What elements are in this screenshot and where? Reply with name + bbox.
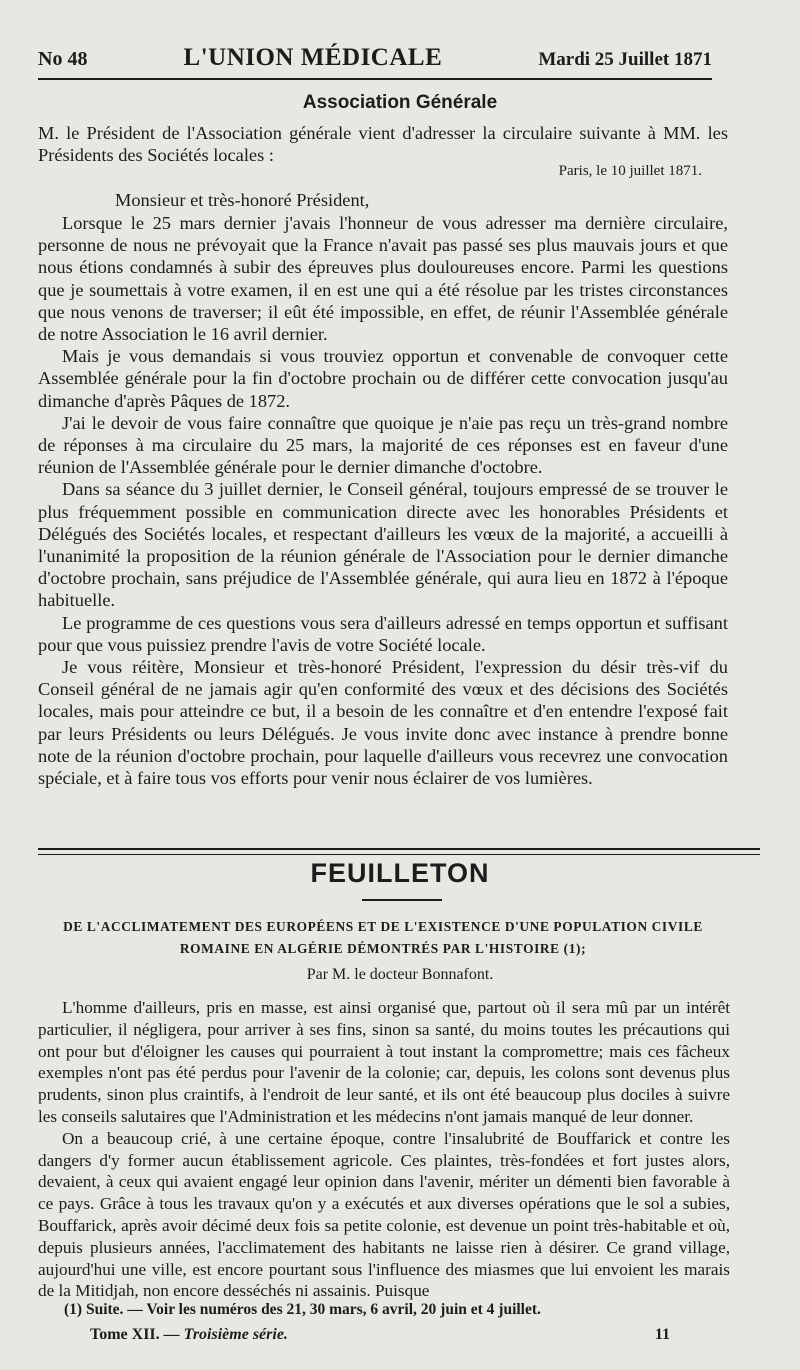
footer-series: — Troisième série. [163, 1326, 288, 1343]
feuilleton-title: FEUILLETON [310, 858, 490, 888]
issue-number: No 48 [38, 48, 88, 70]
feuilleton-paragraph: On a beaucoup crié, à une certaine époque, contre l'insalubrité de Bouffarick et contre les dangers d'y former aucun établissement agricole. Ces plaintes, très-fondées et fort justes alors, devaient, à ceux qui avaient engagé leur opinion dans l'avenir, mériter un démenti bien favorable à ce pays. Grâce à tous les travaux qu'on y a exécutés et aux diverses opérations que le sol a subies, Bouffarick, après avoir décimé deux fois sa petite colonie, est devenue un point très-habitable et où, depuis plusieurs années, l'acclimatement des habitants ne laisse rien à désirer. Ce grand village, aujourd'hui une ville, est encore pourtant sous l'influence des miasmes que lui envoient les marais de la Mitidjah, non encore desséchés ni assainis. Puisque [38, 1128, 730, 1301]
feuilleton-paragraph: L'homme d'ailleurs, pris en masse, est ainsi organisé que, partout où il sera mû par un intérêt particulier, il négligera, pour arriver à ses fins, sinon sa santé, du moins toutes les précautions qui ont pour but d'éloigner les causes qui pourraient à tout instant la compromettre; mais ces fâcheux exemples n'ont pas été perdus pour l'avenir de la colonie; car, depuis, les colons sont devenus plus prudents, sinon plus craintifs, à l'endroit de leur santé, et ils ont été beaucoup plus dociles à suivre les conseils salutaires que l'Administration et les médecins n'ont jamais manqué de leur donner. [38, 998, 730, 1126]
journal-title: L'UNION MÉDICALE [183, 44, 443, 71]
letter-paragraph: Mais je vous demandais si vous trouviez opportun et convenable de convoquer cette Assemblée générale pour la fin d'octobre prochain ou de différer cette convocation jusqu'au dimanche d'après Pâques de 1872. [38, 346, 728, 411]
letter-paragraph: Le programme de ces questions vous sera d'ailleurs adressé en temps opportun et suffisant pour que vous puissiez prendre l'avis de votre Société locale. [38, 612, 728, 655]
header-rule [38, 78, 712, 80]
feuilleton-body [38, 997, 730, 1302]
page-footer [90, 1326, 670, 1344]
feuilleton-subtitle [38, 916, 728, 960]
feuilleton-author: Par M. le docteur Bonnafont. [306, 966, 494, 983]
letter-paragraph: J'ai le devoir de vous faire connaître que quoique je n'aie pas reçu un très-grand nombre de réponses à ma circulaire du 25 mars, la majorité de ces réponses est en faveur d'une réunion de l'Assemblée générale pour le dernier dimanche d'octobre. [38, 412, 728, 478]
intro-text: M. le Président de l'Association générale vient d'adresser la circulaire suivante à MM. les Présidents des Sociétés locales : [38, 123, 728, 166]
page-number: 11 [654, 1326, 670, 1343]
letter-paragraph: Je vous réitère, Monsieur et très-honoré Président, l'expression du désir très-vif du Conseil général de ne jamais agir qu'en conformité des vœux et des décisions des Sociétés locales, mais pour atteindre ce but, il a besoin de les connaître et d'en entendre l'exposé fait par leurs Présidents ou leurs Délégués. Je vous invite donc avec instance à prendre bonne note de la réunion d'octobre prochain, pour laquelle d'ailleurs vous recevrez une convocation spéciale, et à faire tous vos efforts pour venir nous éclairer de vos lumières. [38, 657, 728, 789]
letter-place-date: Paris, le 10 juillet 1871. [558, 163, 702, 179]
letter-paragraph: Dans sa séance du 3 juillet dernier, le Conseil général, toujours empressé de se trouver le plus fréquemment possible en communication directe avec les honorables Présidents et Délégués des Sociétés locales, et respectant d'ailleurs les vœux de la majorité, a accueilli à l'unanimité la proposition de la réunion générale de l'Association pour le dernier dimanche d'octobre prochain, sans préjudice de l'Assemblée générale, qui aura lieu en 1872 à l'époque habituelle. [38, 479, 728, 611]
footer-volume-series [90, 1326, 288, 1344]
footnote: (1) Suite. — Voir les numéros des 21, 30 mars, 6 avril, 20 juin et 4 juillet. [64, 1301, 541, 1318]
page-header [38, 44, 712, 72]
letter-salutation: Monsieur et très-honoré Président, [115, 190, 370, 210]
section-title: Association Générale [302, 92, 498, 113]
letter-paragraph: Lorsque le 25 mars dernier j'avais l'honneur de vous adresser ma dernière circulaire, personne de nous ne prévoyait que la France n'avait pas passé ses plus mauvais jours et que nous étions condamnés à subir des épreuves plus douloureuses encore. Parmi les questions que je soumettais à votre examen, il en est une qui a été résolue par les tristes circonstances que nous venons de traverser; il eût été impossible, en effet, de réunir l'Assemblée générale de notre Association le 16 avril dernier. [38, 213, 728, 345]
feuilleton-separator [38, 848, 760, 855]
footer-volume: Tome XII. [90, 1326, 160, 1343]
letter-body [38, 212, 728, 789]
issue-date: Mardi 25 Juillet 1871 [538, 49, 712, 70]
feuilleton-title-rule [362, 899, 442, 901]
subtitle-line-2: ROMAINE EN ALGÉRIE DÉMONTRÉS PAR L'HISTOIRE (1); [179, 941, 587, 956]
subtitle-line-1: DE L'ACCLIMATEMENT DES EUROPÉENS ET DE L'EXISTENCE D'UNE POPULATION CIVILE [63, 919, 703, 934]
